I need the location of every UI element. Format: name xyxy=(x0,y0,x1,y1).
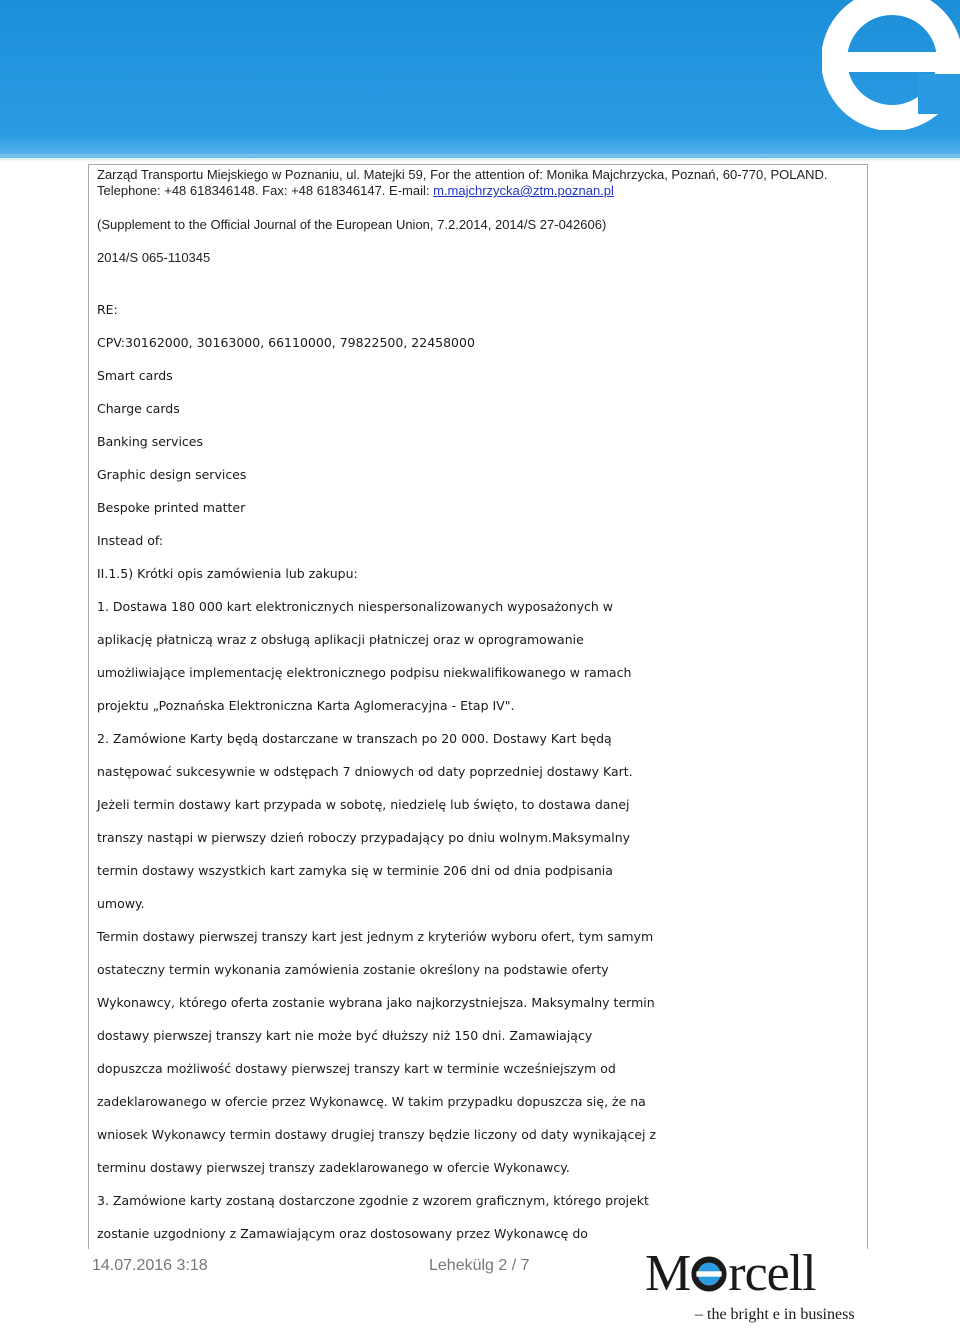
body-line: II.1.5) Krótki opis zamówienia lub zakupu: xyxy=(97,566,358,581)
body-line: Jeżeli termin dostawy kart przypada w sobotę, niedzielę lub święto, to dostawa danej xyxy=(97,797,630,812)
address-line-contact xyxy=(97,183,857,199)
body-line: ostateczny termin wykonania zamówienia zostanie określony na podstawie oferty xyxy=(97,962,609,977)
phone-fax-text: Telephone: +48 618346148. Fax: +48 618346147. E-mail: xyxy=(97,183,434,198)
body-line: Wykonawcy, którego oferta zostanie wybrana jako najkorzystniejsza. Maksymalny termin xyxy=(97,995,655,1010)
merell-e-logo-icon xyxy=(822,0,960,130)
body-line: 2. Zamówione Karty będą dostarczane w transzach po 20 000. Dostawy Kart będą xyxy=(97,731,612,746)
body-line: następować sukcesywnie w odstępach 7 dniowych od daty poprzedniej dostawy Kart. xyxy=(97,764,633,779)
body-line: zadeklarowanego w ofercie przez Wykonawcę. W takim przypadku dopuszcza się, że na xyxy=(97,1094,646,1109)
page-number: Lehekülg 2 / 7 xyxy=(429,1257,530,1274)
body-line: zostanie uzgodniony z Zamawiającym oraz dostosowany przez Wykonawcę do xyxy=(97,1226,588,1241)
body-line: 1. Dostawa 180 000 kart elektronicznych niespersonalizowanych wyposażonych w xyxy=(97,599,614,614)
body-line: 3. Zamówione karty zostaną dostarczone zgodnie z wzorem graficznym, którego projekt xyxy=(97,1193,649,1208)
body-line: projektu „Poznańska Elektroniczna Karta Aglomeracyjna - Etap IV". xyxy=(97,698,515,713)
footer-date: 14.07.2016 3:18 xyxy=(92,1257,208,1274)
body-line: Instead of: xyxy=(97,533,164,548)
brand-tagline: – the bright e in business xyxy=(695,1306,855,1323)
brand-e-icon xyxy=(691,1256,727,1292)
body-line: dopuszcza możliwość dostawy pierwszej transzy kart w terminie wcześniejszym od xyxy=(97,1061,616,1076)
body-line: Smart cards xyxy=(97,368,173,383)
contact-address xyxy=(97,167,857,199)
body-line: RE: xyxy=(97,302,118,317)
brand-wordmark xyxy=(645,1244,816,1303)
body-line: Banking services xyxy=(97,434,203,449)
body-line: Termin dostawy pierwszej transzy kart jest jednym z kryteriów wyboru ofert, tym samym xyxy=(97,929,654,944)
email-link[interactable]: m.majchrzycka@ztm.poznan.pl xyxy=(433,183,614,198)
address-line: Zarząd Transportu Miejskiego w Poznaniu, ul. Matejki 59, For the attention of: Monika Majchrzycka, Poznań, 60-770, POLAND. xyxy=(97,167,828,182)
body-line: umowy. xyxy=(97,896,145,911)
body-line: wniosek Wykonawcy termin dostawy drugiej transzy będzie liczony od daty wynikającej z xyxy=(97,1127,657,1142)
notice-number: 2014/S 065-110345 xyxy=(97,250,211,265)
body-line: umożliwiające implementację elektronicznego podpisu niekwalifikowanego w ramach xyxy=(97,665,632,680)
body-line: Charge cards xyxy=(97,401,180,416)
header-band xyxy=(0,0,960,158)
body-line: terminu dostawy pierwszej transzy zadeklarowanego w ofercie Wykonawcy. xyxy=(97,1160,570,1175)
brand-word-start: M xyxy=(645,1245,691,1302)
body-line: Graphic design services xyxy=(97,467,247,482)
body-line: dostawy pierwszej transzy kart nie może być dłuższy niż 150 dni. Zamawiający xyxy=(97,1028,593,1043)
body-line: Bespoke printed matter xyxy=(97,500,246,515)
body-line: aplikację płatniczą wraz z obsługą aplikacji płatniczej oraz w oprogramowanie xyxy=(97,632,584,647)
brand-logo xyxy=(645,1245,870,1327)
body-line: CPV:30162000, 30163000, 66110000, 79822500, 22458000 xyxy=(97,335,475,350)
brand-word-end: rcell xyxy=(728,1245,816,1302)
supplement-reference: (Supplement to the Official Journal of the European Union, 7.2.2014, 2014/S 27-042606) xyxy=(97,217,607,232)
body-line: transzy nastąpi w pierwszy dzień roboczy przypadający po dniu wolnym.Maksymalny xyxy=(97,830,631,845)
body-line: termin dostawy wszystkich kart zamyka się w terminie 206 dni od dnia podpisania xyxy=(97,863,613,878)
